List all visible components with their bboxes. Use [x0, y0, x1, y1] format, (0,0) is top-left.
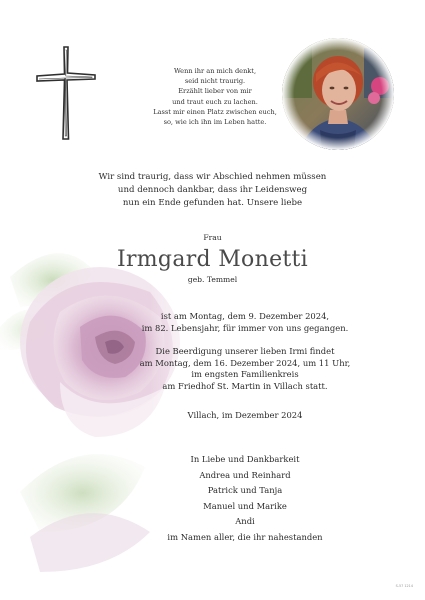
mourner-line: Manuel und Marike: [203, 500, 287, 511]
poem-line: Erzählt lieber von mir: [178, 87, 252, 96]
intro-line: Wir sind traurig, dass wir Abschied nehmen müssen: [98, 172, 327, 182]
death-notice: [115, 311, 375, 334]
mourner-line: Andi: [235, 516, 255, 526]
birth-name: geb. Temmel: [187, 275, 238, 284]
funeral-line: am Montag, dem 16. Dezember 2024, um 11 Uhr,: [139, 357, 351, 368]
place-date: [115, 410, 375, 422]
poem-line: seid nicht traurig.: [184, 77, 246, 86]
mourner-line: Andrea und Reinhard: [199, 469, 291, 480]
intro-line: nun ein Ende gefunden hat. Unsere liebe: [122, 197, 303, 208]
death-notice-line: ist am Montag, dem 9. Dezember 2024,: [160, 311, 330, 321]
poem: [140, 66, 290, 127]
poem-line: Wenn ihr an mich denkt,: [173, 67, 257, 75]
cross-icon: [35, 45, 97, 141]
salutation: Frau: [203, 233, 222, 242]
poem-line: und traut euch zu lachen.: [172, 97, 258, 106]
funeral-line: am Friedhof St. Martin in Villach statt.: [162, 380, 328, 391]
funeral-info: [115, 346, 375, 392]
poem-line: Lasst mir einen Platz zwischen euch,: [153, 107, 277, 116]
footer-code: S-57 1214: [395, 584, 413, 588]
portrait-photo: [282, 38, 394, 150]
portrait-illustration: [282, 38, 394, 150]
intro-line: und dennoch dankbar, dass ihr Leidensweg: [117, 184, 308, 195]
funeral-line: Die Beerdigung unserer lieben Irmi findet: [155, 346, 335, 356]
mourner-line: Patrick und Tanja: [207, 485, 283, 495]
deceased-name: Irmgard Monetti: [116, 247, 309, 272]
funeral-line: im engsten Familienkreis: [191, 369, 299, 380]
mourner-line: im Namen aller, die ihr nahestanden: [167, 531, 323, 542]
death-notice-line: im 82. Lebensjahr, für immer von uns gegangen.: [141, 322, 349, 333]
poem-line: so, wie ich ihn im Leben hatte.: [163, 118, 267, 127]
place-date-text: Villach, im Dezember 2024: [187, 410, 303, 420]
intro-text: [60, 171, 365, 209]
mourner-line: In Liebe und Dankbarkeit: [190, 454, 300, 464]
deceased-block: [90, 233, 335, 285]
mourners: [115, 452, 375, 545]
